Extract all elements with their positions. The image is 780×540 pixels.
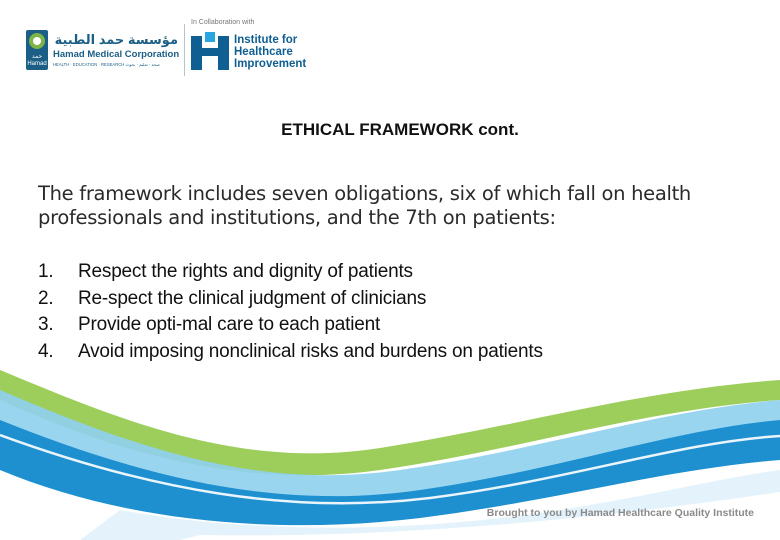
list-item [38, 288, 758, 315]
obligations-list [38, 261, 758, 367]
list-item-number: 4. [38, 340, 54, 362]
logo-divider [184, 24, 185, 76]
list-item-text: Avoid imposing nonclinical risks and burdens on patients [78, 340, 543, 362]
slide-header [0, 0, 780, 90]
slide-title: ETHICAL FRAMEWORK cont. [281, 120, 519, 139]
hamad-medical-corporation-logo [26, 30, 178, 72]
hmc-emblem-text: حمد Hamad [27, 54, 47, 67]
hmc-english-name: Hamad Medical Corporation [53, 49, 180, 60]
list-item-number: 2. [38, 287, 54, 309]
hmc-tagline: HEALTH · EDUCATION · RESEARCH صحة · تعليم · بحوث [53, 62, 160, 67]
ihi-line-3: Improvement [234, 58, 307, 70]
intro-paragraph: The framework includes seven obligations, six of which fall on health professionals and institutions, and the 7th on patients: [38, 182, 691, 229]
ihi-line-1: Institute for [234, 34, 298, 46]
collaboration-label: In Collaboration with [191, 19, 255, 26]
list-item [38, 314, 758, 341]
ihi-logo-text [234, 34, 306, 70]
ihi-logo-icon [191, 32, 229, 70]
list-item-number: 3. [38, 314, 54, 335]
list-item [38, 261, 758, 288]
list-item-text: Provide opti-mal care to each patient [78, 314, 381, 335]
list-item-text: Respect the rights and dignity of patients [78, 261, 413, 282]
footer-credit: Brought to you by Hamad Healthcare Quality Institute [486, 507, 754, 519]
hmc-emblem-icon [26, 30, 48, 70]
hmc-arabic-name: مؤسسة حمد الطبية [54, 32, 178, 47]
ihi-line-2: Healthcare [234, 46, 293, 58]
list-item-number: 1. [38, 261, 54, 282]
list-item-text: Re-spect the clinical judgment of clinicians [78, 287, 427, 309]
